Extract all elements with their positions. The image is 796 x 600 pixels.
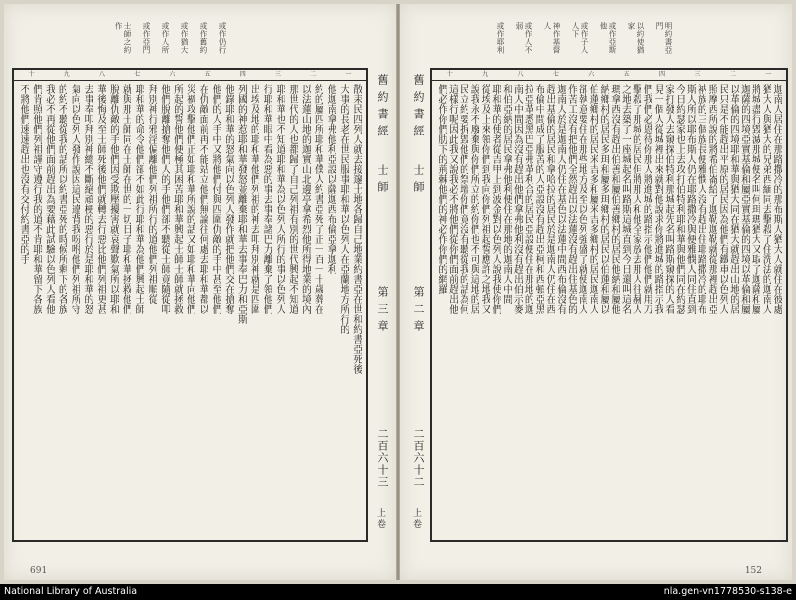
left-text-column: 他們的人手中又將他們付與四圍仇敵的手中甚至他們 [209,84,221,314]
right-ruler-mark: 九 [482,71,489,78]
right-text-column: 這樣行呢因此我又說我必不將他們從你們面前趕出他 [446,84,458,314]
right-text-column: 民只是不能趕出平原的居民因為他們有鐵車以色列人 [717,84,728,314]
left-margin-notes [114,22,227,60]
right-text-column: 衲族的三個族長便雅憫人沒有趕出住耶路撒冷的耶布 [695,84,707,314]
left-text-column: 行耶和華眼中看為惡的事去事奉諸巴力離棄了領他們 [261,84,273,314]
left-text-column: 不將他們速速趕出也沒有交付約書亞的手 [18,84,29,264]
left-text-column: 耶和華的命令他們卻不如此行耶和華為他們興起士師 [133,84,145,314]
left-ruler-mark: 四 [239,71,246,78]
left-ruler-mark: 六 [169,71,176,78]
right-text-column: 民立約要拆毀他們的祭壇你們竟沒有聽從我的話為何 [457,84,469,314]
right-ruler-mark: 十 [446,71,453,78]
right-ruler-mark: 八 [517,71,524,78]
left-text-column: 災禍攻擊他們正如耶和華所說的話又如耶和華向他們 [184,84,196,314]
right-text-column: 以革倫的四境耶和華與猶大同在猶大就趕出山地的居 [727,84,739,314]
right-text-column: 見一個人從城裡出來就對他說求你將進城的路指示我 [652,84,664,314]
right-text-column: 伯蓮鄉村的居民米吉多和屬米吉多鄉村的居民迦南人 [587,84,599,314]
right-margin-note: 明約書亞門 [655,22,673,54]
right-text-column: 從埃及上來領你們到我向你們列祖起誓應許之地我又 [479,84,491,314]
left-page [4,4,396,580]
right-ruler-mark: 五 [623,71,630,78]
right-margin-note: 或作亞斯他 [599,22,617,54]
right-text-column: 耶和華的使者從吉甲上到波金對以色列人說我使你們 [490,84,501,314]
right-margin-note: 或作人不弱 [515,22,533,54]
left-text-column: 列國的神惹耶和華發怒並離棄耶和華去事奉巴力和亞斯 [235,84,247,324]
right-page [400,4,792,580]
left-text-column: 的約不聽從我的話所以約書亞死的時候所剩下的各族 [56,84,68,314]
left-text-column: 他錄耶和華的怒氣向以色列人發作就把他們交在搶奪 [222,84,234,314]
right-text-column: 布倫中間成了服苦的人亞設沒有趕出亞柯和西頓亞黑 [533,84,545,314]
left-text-column: 去事奉叩拜別神總不斷絕頑梗的惡行於是耶和華的怒 [81,84,93,314]
left-page-number: 二百六十三 [376,428,389,488]
right-ruler [432,70,786,81]
right-text-column: 將城盡行毀滅那城便名叫何珥瑪猶大又取了迦薩和屬 [749,84,761,314]
left-ruler-mark: 十 [28,71,35,78]
left-text-column: 出埃及地的耶和華他們列祖的神去叩拜別神就是四圍 [248,84,260,314]
left-ruler-mark: 三 [274,71,281,78]
left-margin-note: 或作猶大 [180,22,189,54]
right-text-column: 猶大人與猶大的兄弟西緬同去擊殺了住洗法的迦南人 [760,84,772,314]
left-text-column: 大事的長老在世民服事耶和華以色列人在亞蘭地方所行的 [337,84,349,334]
right-text-column: 們我們必恩待你那人將進城的路指示他們他們就用刀 [641,84,653,314]
right-text-column: 拉亞革悉黑巴亞弗革利合的居民亞設便住在那地的迦 [522,84,534,314]
left-text-column: 所起的誓他們便極其困苦耶和華興起士師士師就拯救 [171,84,183,314]
credit-bar [0,584,796,600]
left-margin-note: 或作亞門 [142,22,151,54]
right-ruler-mark: 七 [552,71,559,78]
left-text-column: 散耒民四列人就去接邃土地各歸自己地業約書亞在世和約書亞死後 [350,84,362,374]
right-text-column: 迦南人居住在那路撒冷的那布斯人猶大人就住在彼處 [771,84,782,314]
right-page-title: 舊約書經 [412,74,425,142]
left-text-column: 在仇敵面前再不能站立他們無論往何處去耶和華都以 [197,84,209,314]
left-text-column: 那世代的人也都歸了自己列祖有別的世代興起不知道 [286,84,298,314]
image-identifier: nla.gen-vn1778530-s138-e [663,586,792,597]
right-text-column: 迦薩的四境亞實基倫和屬亞實基倫的四境以革倫和屬 [738,84,750,314]
right-text-column: 納鄉村的居民多珥和屬多珥鄉村的居民以伯蓮和屬以 [598,84,609,314]
left-volume-label: 上卷 [375,508,385,530]
right-footer-mark: 152 [744,566,762,576]
library-credit: National Library of Australia [4,586,138,597]
left-text-column: 氣向以色列人發作說因這民違背我吩咐他們列祖所守 [69,84,81,314]
left-ruler-mark: 二 [310,71,317,78]
right-text-column: 之地去築了一座城起名叫路斯這城直到今日還叫這名 [619,84,631,314]
left-text-columns [18,84,362,536]
left-margin-note: 或作舊約 [199,22,208,54]
right-text-column: 斯人所以耶布斯人仍在耶路撒冷與便雅憫人同住直到 [684,84,696,314]
left-text-column: 他迦南拿弗他利亞設以薩迦西布倫亞拿迦利 [325,84,337,274]
left-text-column: 我必不再從他們面前趕出為要藉此試驗以色列人看他 [43,84,55,314]
book-spread [4,4,792,580]
right-sidebar [400,68,430,538]
left-text-column: 們肯照他們列祖謹守遵行我的道不肯耶和華留下各族 [30,84,42,314]
right-text-column: 卻執意要住在那些地方及至以色列強盛了就使迦南人 [576,84,588,314]
left-ruler-mark: 五 [204,71,211,78]
right-text-column: 今日約瑟家也上去攻打伯特利耶和華與他們同在約瑟 [673,84,685,314]
left-text-column: 約的屬四所耶和華僕人約書亞死了正一百一十歲葬在 [312,84,324,314]
left-text-column: 拜別神行邪淫偏離他們列祖所行的道他們列祖順從 [145,84,157,304]
left-text-column: 華後悔及至士師死後他們就轉去行惡比他們列祖更甚 [94,84,106,314]
left-text-frame [12,68,368,542]
left-footer-mark: 691 [30,566,48,576]
right-text-column: 和伯亞納的居民拿弗他利便住在那地的迦南人中間 [500,84,512,304]
right-ruler-mark: 六 [588,71,595,78]
left-sidebar [366,68,396,538]
right-text-column: 們必作你們肋下的荊棘他們的神必作你們的網羅 [436,84,447,294]
right-margin-note: 以約使猶家 [627,22,645,54]
right-ruler-mark: 三 [694,71,701,78]
left-margin-note: 士師之約作 [114,22,132,54]
right-margin-note: 神作基督人 [543,22,561,54]
left-chapter-label: 第三章 [376,286,389,337]
right-page-number: 二百六十二 [412,428,425,488]
left-ruler [14,70,366,81]
left-text-column: 他們脫離搶奪他們人的手他們卻不聽從士師竟隨從叩 [158,84,170,314]
right-margin-note: 或作耶利 [496,22,505,54]
left-text-column: 耶和華也不知道耶和華為以色列人所行的事以色列人 [273,84,285,314]
left-ruler-mark: 一 [345,71,352,78]
right-text-column: 家打發人去窺探伯特利那城起先名叫路斯窺探的人看 [663,84,674,314]
left-margin-note: 或作人所 [161,22,170,54]
right-text-column: 迦南人於是迦南人仍住在基色以法蓮中間西布倫沒有 [554,84,566,314]
right-margin-notes [496,22,673,60]
right-book-name: 士師 [412,164,425,198]
right-margin-note: 或作子人人下 [571,22,589,54]
right-text-column: 擊殺了那城的居民但將那人和他全家放去那人往赫人 [630,84,642,314]
right-text-column: 照摩西所說的將希伯崙給了迦勒迦勒就從那裡趕出亞 [706,84,718,314]
right-text-frame [430,68,788,542]
left-ruler-mark: 九 [63,71,70,78]
right-text-column: 說我永不廢棄與你們所立的約你們也不可與這地的居 [468,84,480,314]
right-ruler-mark: 一 [765,71,772,78]
right-text-column: 作苦工沒有把他們全然趕出以法蓮沒有趕出住基色的 [565,84,577,314]
left-text-column: 脫離仇敵的手他們因受欺壓擾害就哀聲歎氣所以耶和 [107,84,119,314]
left-page-title: 舊約書經 [376,74,389,142]
right-volume-label: 上卷 [411,508,421,530]
left-text-column: 以法蓮山地的迦實山北邊亭拿希烈他所得地業的境內 [299,84,311,314]
left-book-name: 士師 [376,164,389,198]
right-text-columns [436,84,782,536]
right-text-column: 趕出基倫的居民和拿哈拉的居民於是迦南人仍住在西 [544,84,555,314]
left-text-column: 就與那士師同在士師在世的一切日子耶和華拯救他們 [120,84,132,314]
left-ruler-mark: 八 [98,71,105,78]
right-text-column: 瑪拿西沒有趕出伯善和屬伯善鄉村的居民他納和屬他 [609,84,620,314]
right-chapter-label: 第二章 [412,286,425,337]
left-ruler-mark: 七 [134,71,141,78]
right-ruler-mark: 二 [729,71,736,78]
right-text-column: 南人中間因為沒有趕出他們拿弗他利沒有趕出伯示麥 [511,84,523,314]
right-ruler-mark: 四 [659,71,666,78]
left-margin-note: 或作仍行 [218,22,227,54]
